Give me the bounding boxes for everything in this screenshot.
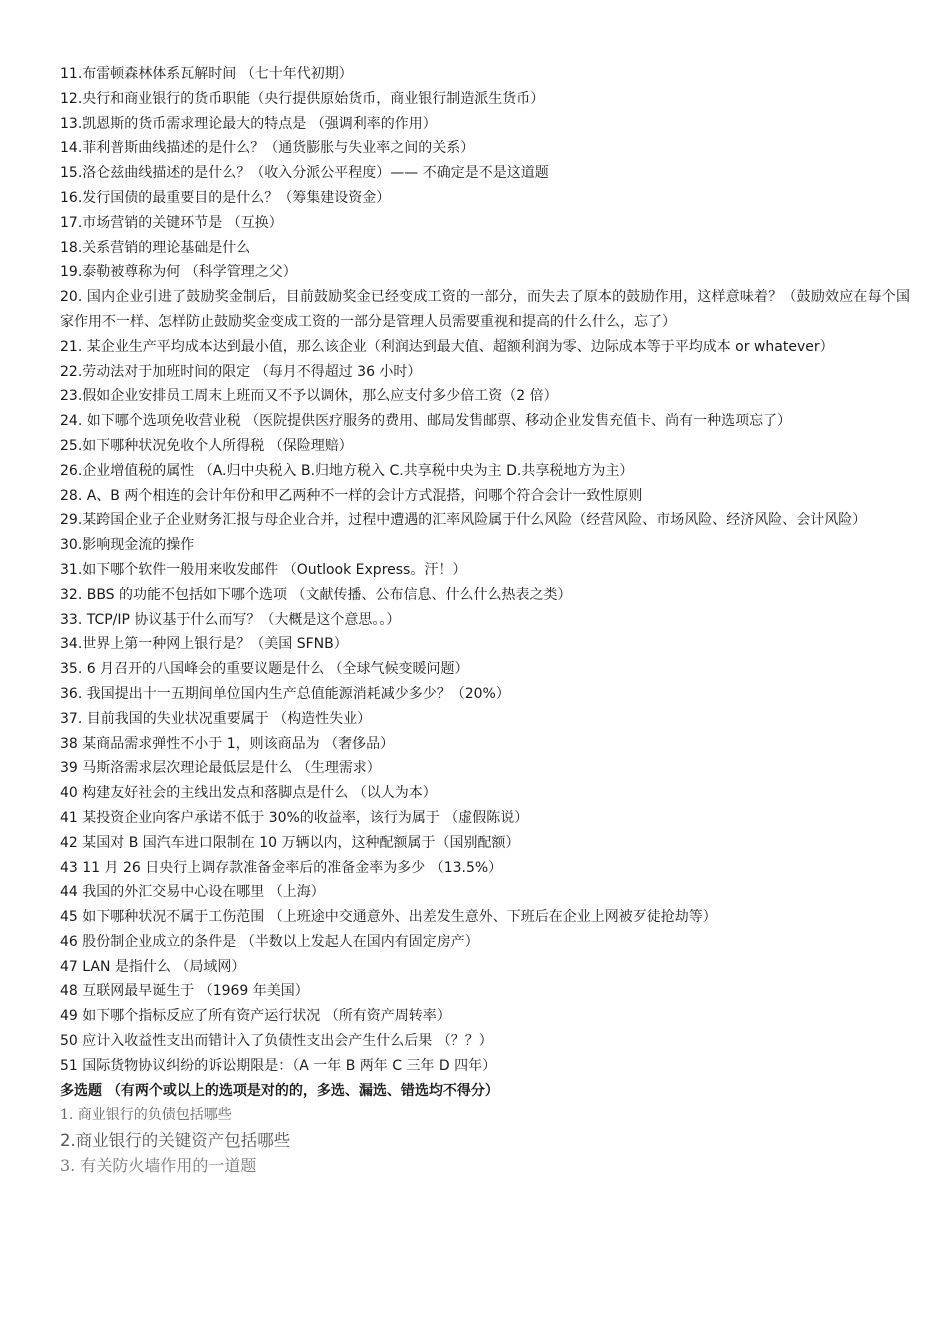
- question-37: 37. 目前我国的失业状况重要属于 （构造性失业）: [60, 710, 372, 727]
- question-20: 20. 国内企业引进了鼓励奖金制后，目前鼓励奖金已经变成工资的一部分，而失去了原本的鼓励作用，这样意味着？（鼓励效应在每个国家作用不一样、怎样防止鼓励奖金变成工资的一部分是管理人员需要重视和提高的什么什么，忘了）: [60, 289, 910, 330]
- question-46: 46 股份制企业成立的条件是 （半数以上发起人在国内有固定房产）: [60, 933, 479, 950]
- question-31: 31.如下哪个软件一般用来收发邮件 （Outlook Express。汗！）: [60, 561, 467, 578]
- question-11: 11.布雷顿森林体系瓦解时间 （七十年代初期）: [60, 66, 353, 82]
- question-48: 48 互联网最早诞生于 （1969 年美国）: [60, 983, 309, 1000]
- question-47: 47 LAN 是指什么 （局域网）: [60, 958, 246, 975]
- document-page: [60, 62, 910, 1178]
- question-24: 24. 如下哪个选项免收营业税 （医院提供医疗服务的费用、邮局发售邮票、移动企业发售充值卡、尚有一种选项忘了）: [60, 413, 792, 430]
- question-21: 21. 某企业生产平均成本达到最小值，那么该企业（利润达到最大值、超额利润为零、边际成本等于平均成本 or whatever）: [60, 338, 834, 355]
- question-18: 18.关系营销的理论基础是什么: [60, 239, 251, 256]
- question-17: 17.市场营销的关键环节是 （互换）: [60, 214, 283, 231]
- question-40: 40 构建友好社会的主线出发点和落脚点是什么 （以人为本）: [60, 785, 437, 802]
- question-36: 36. 我国提出十一五期间单位国内生产总值能源消耗减少多少？（20%）: [60, 685, 510, 702]
- question-41: 41 某投资企业向客户承诺不低于 30%的收益率，该行为属于 （虚假陈说）: [60, 809, 529, 826]
- question-38: 38 某商品需求弹性不小于 1，则该商品为 （奢侈品）: [60, 735, 395, 752]
- multi-question-2: 2.商业银行的关键资产包括哪些: [60, 1131, 291, 1151]
- question-33: 33. TCP/IP 协议基于什么而写？（大概是这个意思。。）: [60, 611, 401, 628]
- question-19: 19.泰勒被尊称为何 （科学管理之父）: [60, 264, 297, 281]
- question-43: 43 11 月 26 日央行上调存款准备金率后的准备金率为多少 （13.5%）: [60, 859, 503, 876]
- question-51: 51 国际货物协议纠纷的诉讼期限是：（A 一年 B 两年 C 三年 D 四年）: [60, 1057, 497, 1074]
- question-15: 15.洛仑兹曲线描述的是什么？（收入分派公平程度）—— 不确定是不是这道题: [60, 165, 549, 182]
- question-29: 29.某跨国企业子企业财务汇报与母企业合并，过程中遭遇的汇率风险属于什么风险（经营风险、市场风险、经济风险、会计风险）: [60, 512, 867, 529]
- question-28: 28. A、B 两个相连的会计年份和甲乙两种不一样的会计方式混搭，问哪个符合会计一致性原则: [60, 487, 643, 504]
- question-42: 42 某国对 B 国汽车进口限制在 10 万辆以内，这种配额属于（国别配额）: [60, 834, 520, 851]
- question-44: 44 我国的外汇交易中心设在哪里 （上海）: [60, 884, 325, 901]
- question-30: 30.影响现金流的操作: [60, 537, 195, 554]
- multi-question-1: 1. 商业银行的负债包括哪些: [60, 1107, 232, 1124]
- question-39: 39 马斯洛需求层次理论最低层是什么 （生理需求）: [60, 760, 381, 777]
- question-22: 22.劳动法对于加班时间的限定 （每月不得超过 36 小时）: [60, 363, 422, 380]
- question-12: 12.央行和商业银行的货币职能（央行提供原始货币，商业银行制造派生货币）: [60, 90, 545, 107]
- question-16: 16.发行国债的最重要目的是什么？（筹集建设资金）: [60, 189, 391, 206]
- question-34: 34.世界上第一种网上银行是？（美国 SFNB）: [60, 636, 348, 653]
- question-14: 14.菲利普斯曲线描述的是什么？（通货膨胀与失业率之间的关系）: [60, 140, 475, 157]
- question-26: 26.企业增值税的属性 （A.归中央税入 B.归地方税入 C.共享税中央为主 D.共享税地方为主）: [60, 462, 634, 479]
- multi-choice-heading: 多选题 （有两个或以上的选项是对的的，多选、漏选、错选均不得分）: [60, 1082, 499, 1099]
- question-45: 45 如下哪种状况不属于工伤范围 （上班途中交通意外、出差发生意外、下班后在企业上网被歹徒抢劫等）: [60, 909, 717, 926]
- question-25: 25.如下哪种状况免收个人所得税 （保险理赔）: [60, 437, 353, 454]
- question-50: 50 应计入收益性支出而错计入了负债性支出会产生什么后果 （？？）: [60, 1033, 493, 1050]
- multi-question-3: 3. 有关防火墙作用的一道题: [60, 1156, 257, 1176]
- question-23: 23.假如企业安排员工周末上班而又不予以调休，那么应支付多少倍工资（2 倍）: [60, 388, 558, 405]
- question-35: 35. 6 月召开的八国峰会的重要议题是什么 （全球气候变暖问题）: [60, 661, 469, 678]
- question-13: 13.凯恩斯的货币需求理论最大的特点是 （强调利率的作用）: [60, 115, 437, 132]
- question-32: 32. BBS 的功能不包括如下哪个选项 （文献传播、公布信息、什么什么热表之类）: [60, 586, 572, 603]
- question-49: 49 如下哪个指标反应了所有资产运行状况 （所有资产周转率）: [60, 1008, 451, 1025]
